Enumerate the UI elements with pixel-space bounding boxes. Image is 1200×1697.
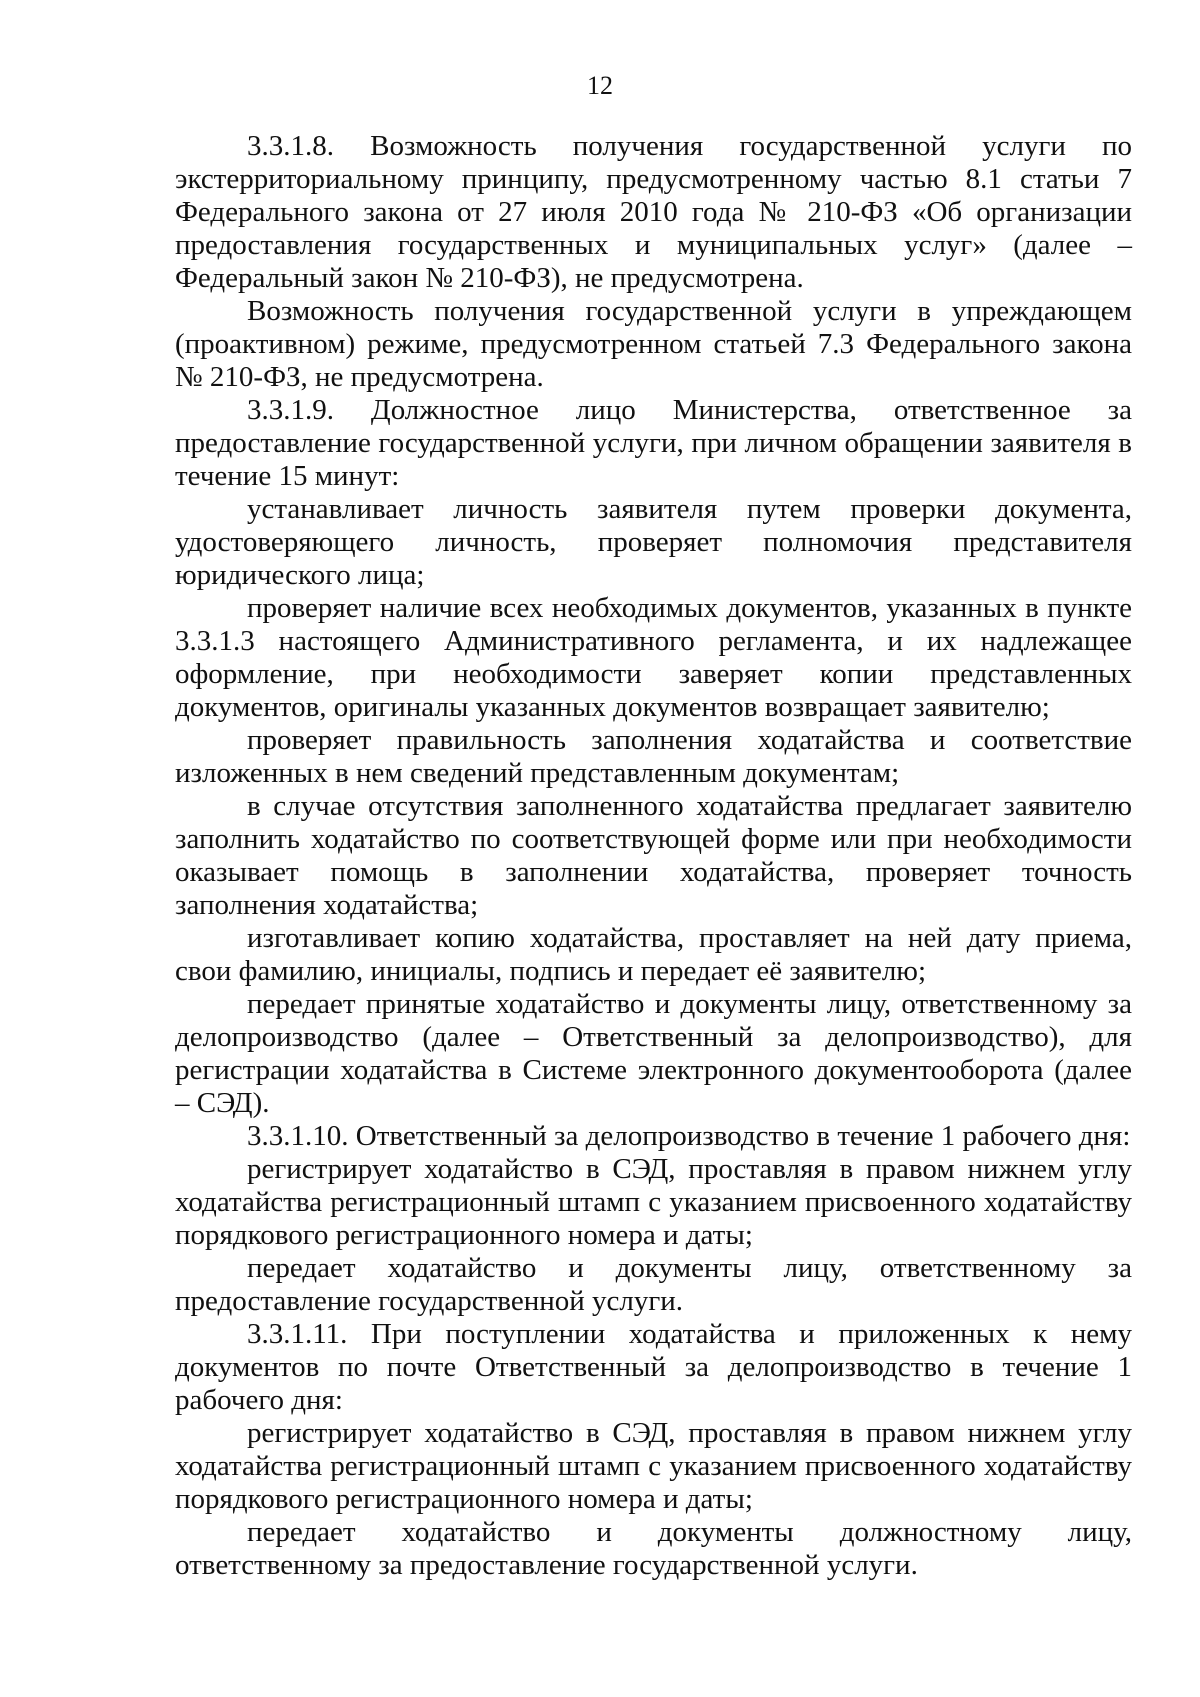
page-number: 12 — [587, 71, 613, 100]
paragraph-petition-assistance: в случае отсутствия заполненного ходатайства предлагает заявителю заполнить ходатайство по соответствующей форме или при необходимости оказывает помощь в заполнении ходатайства, проверяет точность заполнения ходатайства; — [175, 790, 1132, 921]
paragraph-petition-copy: изготавливает копию ходатайства, проставляет на ней дату приема, свои фамилию, инициалы, подпись и передает её заявителю; — [175, 922, 1132, 987]
paragraph-register-sed: регистрирует ходатайство в СЭД, проставляя в правом нижнем углу ходатайства регистрационный штамп с указанием присвоенного ходатайству порядкового регистрационного номера и даты; — [175, 1153, 1132, 1251]
paragraph-transfer-official: передает ходатайство и документы должностному лицу, ответственному за предоставление государственной услуги. — [175, 1516, 1132, 1581]
paragraph-documents-check: проверяет наличие всех необходимых документов, указанных в пункте 3.3.1.3 настоящего Административного регламента, и их надлежащее оформление, при необходимости заверяет копии представленных документов, оригиналы указанных документов возвращает заявителю; — [175, 592, 1132, 723]
paragraph-identity-check: устанавливает личность заявителя путем проверки документа, удостоверяющего личность, проверяет полномочия представителя юридического лица; — [175, 493, 1132, 591]
paragraph-3-3-1-11: 3.3.1.11. При поступлении ходатайства и приложенных к нему документов по почте Ответственный за делопроизводство в течение 1 рабочего дня: — [175, 1318, 1132, 1416]
paragraph-petition-correctness: проверяет правильность заполнения ходатайства и соответствие изложенных в нем сведений представленным документам; — [175, 724, 1132, 789]
paragraph-transfer-to-records: передает принятые ходатайство и документы лицу, ответственному за делопроизводство (далее – Ответственный за делопроизводство), для регистрации ходатайства в Системе электронного документооборота (далее – СЭД). — [175, 988, 1132, 1119]
paragraph-3-3-1-8: 3.3.1.8. Возможность получения государственной услуги по экстерриториальному принципу, предусмотренному частью 8.1 статьи 7 Федерального закона от 27 июля 2010 года № 210-ФЗ «Об организации предоставления государственных и муниципальных услуг» (далее – Федеральный закон № 210-ФЗ), не предусмотрена. — [175, 130, 1132, 294]
paragraph-3-3-1-10: 3.3.1.10. Ответственный за делопроизводство в течение 1 рабочего дня: — [247, 1120, 1131, 1152]
paragraph-transfer-responsible: передает ходатайство и документы лицу, ответственному за предоставление государственной услуги. — [175, 1252, 1132, 1317]
paragraph-register-sed-mail: регистрирует ходатайство в СЭД, проставляя в правом нижнем углу ходатайства регистрационный штамп с указанием присвоенного ходатайству порядкового регистрационного номера и даты; — [175, 1417, 1132, 1515]
document-body — [175, 130, 1132, 1582]
paragraph-proactive-mode: Возможность получения государственной услуги в упреждающем (проактивном) режиме, предусмотренном статьей 7.3 Федерального закона № 210-ФЗ, не предусмотрена. — [175, 295, 1132, 393]
paragraph-3-3-1-9: 3.3.1.9. Должностное лицо Министерства, ответственное за предоставление государственной услуги, при личном обращении заявителя в течение 15 минут: — [175, 394, 1132, 492]
